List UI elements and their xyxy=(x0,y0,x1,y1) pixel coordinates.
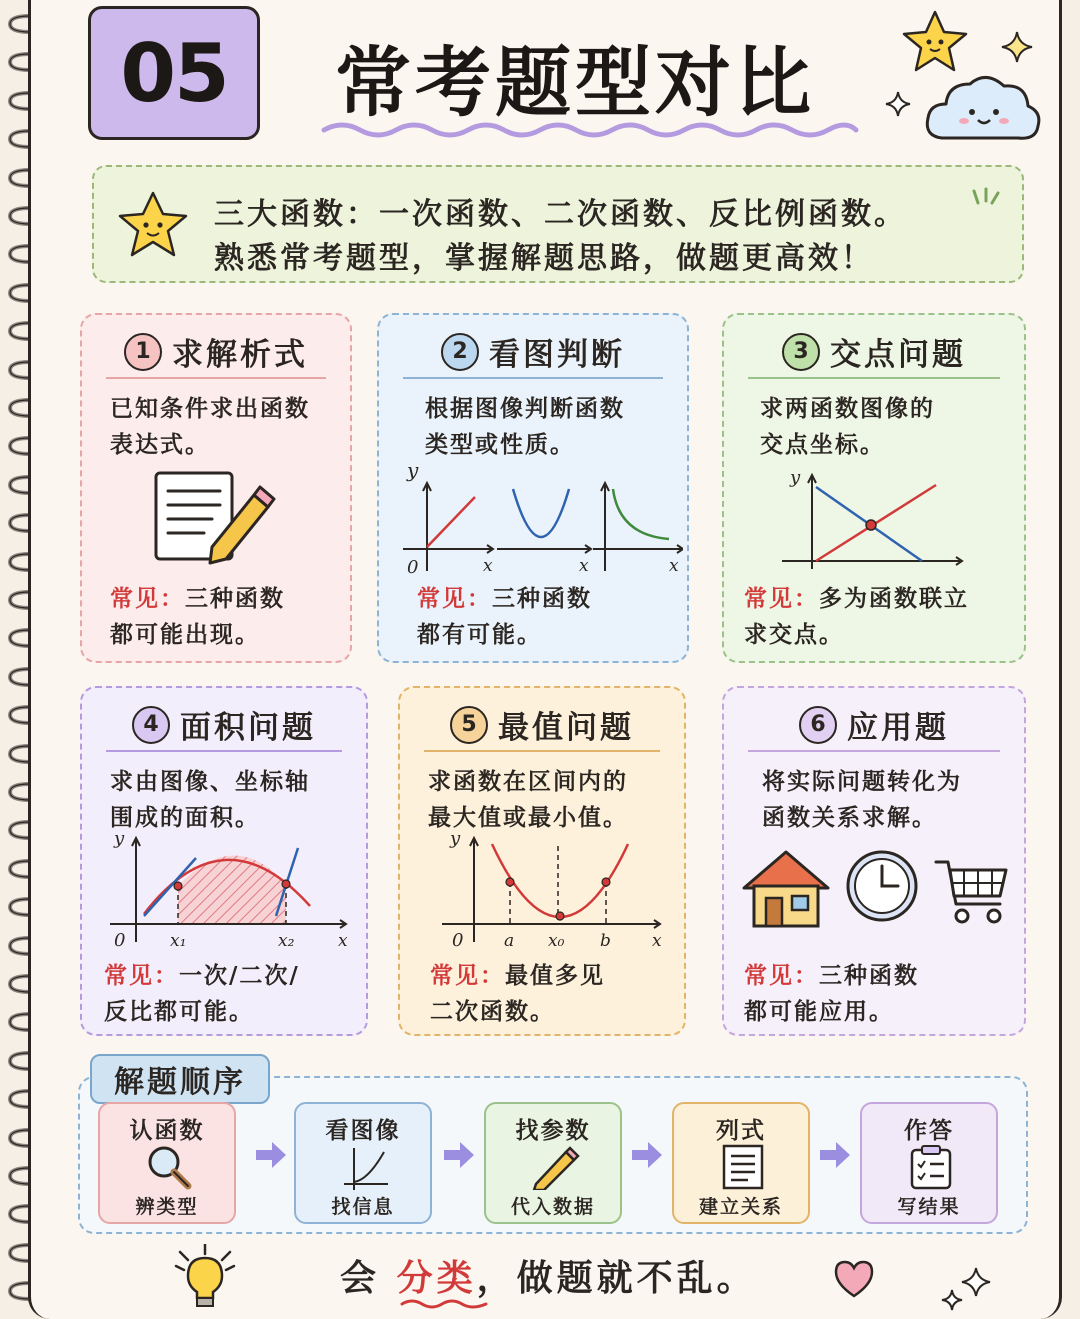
highlight-underline xyxy=(400,1296,490,1310)
x-axis-label: x xyxy=(669,556,679,576)
step-answer xyxy=(860,1102,998,1224)
heart-icon xyxy=(832,1258,876,1298)
card-title: 面积问题 xyxy=(180,710,316,746)
desc-line: 求两函数图像的 xyxy=(760,396,935,422)
y-axis-label: y xyxy=(450,830,461,849)
card-note xyxy=(744,958,1014,1030)
section-number-badge: 05 xyxy=(88,6,260,140)
x-axis-label: x xyxy=(579,556,589,576)
x-axis-label: x xyxy=(483,556,493,576)
divider xyxy=(106,750,342,752)
divider xyxy=(106,377,326,379)
y-axis-label: y xyxy=(407,458,419,482)
step-subtitle: 代入数据 xyxy=(510,1196,595,1218)
arrow-right-icon xyxy=(254,1140,288,1170)
x2-label: x₂ xyxy=(278,931,295,951)
card-title: 求解析式 xyxy=(172,337,308,373)
x1-label: x₁ xyxy=(170,931,187,951)
card-number: 1 xyxy=(124,333,162,371)
y-axis-label: y xyxy=(114,830,125,849)
card-description xyxy=(110,391,350,463)
note-text: 多为函数联立 xyxy=(819,586,969,612)
desc-line: 已知条件求出函数 xyxy=(110,396,310,422)
card-note xyxy=(104,958,364,1030)
card-area xyxy=(80,686,368,1036)
pencil-icon xyxy=(530,1144,580,1190)
desc-line: 表达式。 xyxy=(110,432,210,458)
a-label: a xyxy=(504,931,515,951)
card-find-expression xyxy=(80,313,352,663)
lightbulb-icon xyxy=(170,1244,240,1310)
card-description xyxy=(425,391,665,463)
step-identify-function xyxy=(98,1102,236,1224)
clock-icon xyxy=(844,848,920,924)
card-description xyxy=(428,764,678,836)
divider xyxy=(424,750,660,752)
step-read-graph xyxy=(294,1102,432,1224)
card-note xyxy=(430,958,680,1030)
footer-text: ，做题就不乱。 xyxy=(476,1258,757,1299)
y-axis-label: y xyxy=(790,467,801,488)
desc-line: 根据图像判断函数 xyxy=(425,396,625,422)
emphasis-marks-icon xyxy=(968,187,1004,217)
page-title: 常考题型对比 xyxy=(335,38,815,127)
star-face-icon xyxy=(116,189,190,259)
sparkle-icon xyxy=(1000,30,1034,64)
desc-line: 将实际问题转化为 xyxy=(762,769,962,795)
shopping-cart-icon xyxy=(934,856,1010,928)
step-subtitle: 写结果 xyxy=(897,1196,961,1218)
area-under-curve-graph xyxy=(104,830,354,954)
star-face-icon xyxy=(900,8,970,74)
card-header xyxy=(82,702,366,747)
intro-box xyxy=(92,165,1024,283)
card-note xyxy=(110,581,360,653)
card-title: 看图判断 xyxy=(489,337,625,373)
intro-line-1: 三大函数：一次函数、二次函数、反比例函数。 xyxy=(214,197,907,232)
sparkle-icon xyxy=(884,90,912,118)
note-text: 二次函数。 xyxy=(430,999,555,1025)
card-header xyxy=(724,329,1024,374)
footer-text: 会 xyxy=(340,1258,381,1299)
note-text: 三种函数 xyxy=(185,586,285,612)
solving-steps-label: 解题顺序 xyxy=(90,1054,270,1104)
card-note xyxy=(417,581,667,653)
note-label: 常见： xyxy=(417,586,492,612)
note-text: 求交点。 xyxy=(744,622,844,648)
step-subtitle: 建立关系 xyxy=(698,1196,783,1218)
intersection-point xyxy=(866,520,876,530)
card-header xyxy=(400,702,684,747)
note-label: 常见： xyxy=(104,963,179,989)
step-title: 列式 xyxy=(716,1118,766,1144)
step-subtitle: 找信息 xyxy=(331,1196,395,1218)
step-subtitle: 辨类型 xyxy=(135,1196,199,1218)
origin-label: 0 xyxy=(114,930,126,951)
card-title: 最值问题 xyxy=(498,710,634,746)
step-title: 作答 xyxy=(904,1118,954,1144)
card-description xyxy=(760,391,1000,463)
note-label: 常见： xyxy=(744,963,819,989)
note-text: 最值多见 xyxy=(505,963,605,989)
intro-line-2: 熟悉常考题型，掌握解题思路，做题更高效！ xyxy=(214,241,874,276)
note-label: 常见： xyxy=(430,963,505,989)
note-text: 反比都可能。 xyxy=(104,999,254,1025)
arrow-right-icon xyxy=(818,1140,852,1170)
card-number: 6 xyxy=(799,706,837,744)
card-intersection xyxy=(722,313,1026,663)
intersecting-lines-graph xyxy=(776,465,966,569)
desc-line: 交点坐标。 xyxy=(760,432,885,458)
card-number: 3 xyxy=(782,333,820,371)
note-text: 都可能出现。 xyxy=(110,622,260,648)
card-header xyxy=(82,329,350,374)
step-form-equation xyxy=(672,1102,810,1224)
desc-line: 围成的面积。 xyxy=(110,805,260,831)
divider xyxy=(748,750,1000,752)
footer-slogan xyxy=(340,1250,757,1301)
note-label: 常见： xyxy=(744,586,819,612)
house-icon xyxy=(740,848,832,930)
desc-line: 求由图像、坐标轴 xyxy=(110,769,310,795)
divider xyxy=(748,377,1000,379)
origin-label: 0 xyxy=(452,930,464,951)
step-title: 认函数 xyxy=(129,1118,205,1144)
card-graph-judgement xyxy=(377,313,689,663)
desc-line: 类型或性质。 xyxy=(425,432,575,458)
parabola-extremum-graph xyxy=(422,830,672,954)
card-number: 4 xyxy=(132,706,170,744)
x0-label: x₀ xyxy=(548,931,565,951)
card-title: 交点问题 xyxy=(830,337,966,373)
desc-line: 求函数在区间内的 xyxy=(428,769,628,795)
arrow-right-icon xyxy=(630,1140,664,1170)
card-header xyxy=(724,702,1024,747)
card-number: 2 xyxy=(441,333,479,371)
note-text: 都有可能。 xyxy=(417,622,542,648)
x-axis-label: x xyxy=(652,931,662,951)
arrow-right-icon xyxy=(442,1140,476,1170)
note-text: 三种函数 xyxy=(819,963,919,989)
note-text: 三种函数 xyxy=(492,586,592,612)
sparkle-icon xyxy=(938,1266,994,1314)
card-description xyxy=(762,764,1012,836)
card-title: 应用题 xyxy=(847,710,949,746)
footer-highlight: 分类 xyxy=(396,1258,477,1299)
magnifier-icon xyxy=(144,1144,194,1190)
desc-line: 函数关系求解。 xyxy=(762,805,937,831)
function-type-graphs xyxy=(393,455,683,577)
divider xyxy=(403,377,663,379)
card-description xyxy=(110,764,360,836)
document-icon xyxy=(718,1144,768,1190)
card-note xyxy=(744,581,1014,653)
note-text: 都可能应用。 xyxy=(744,999,894,1025)
graph-icon xyxy=(340,1144,390,1190)
card-number: 5 xyxy=(450,706,488,744)
clipboard-icon xyxy=(906,1144,956,1190)
step-title: 看图像 xyxy=(325,1118,401,1144)
card-header xyxy=(379,329,687,374)
origin-label: 0 xyxy=(407,557,419,577)
desc-line: 最大值或最小值。 xyxy=(428,805,628,831)
step-title: 找参数 xyxy=(515,1118,591,1144)
step-find-parameters xyxy=(484,1102,622,1224)
note-text: 一次/二次/ xyxy=(179,963,300,989)
note-label: 常见： xyxy=(110,586,185,612)
cloud-face-icon xyxy=(922,66,1044,146)
card-extremum xyxy=(398,686,686,1036)
paper-pencil-icon xyxy=(152,469,276,565)
x-axis-label: x xyxy=(338,931,348,951)
b-label: b xyxy=(600,931,611,951)
card-application xyxy=(722,686,1026,1036)
title-underline-wave xyxy=(320,118,860,140)
